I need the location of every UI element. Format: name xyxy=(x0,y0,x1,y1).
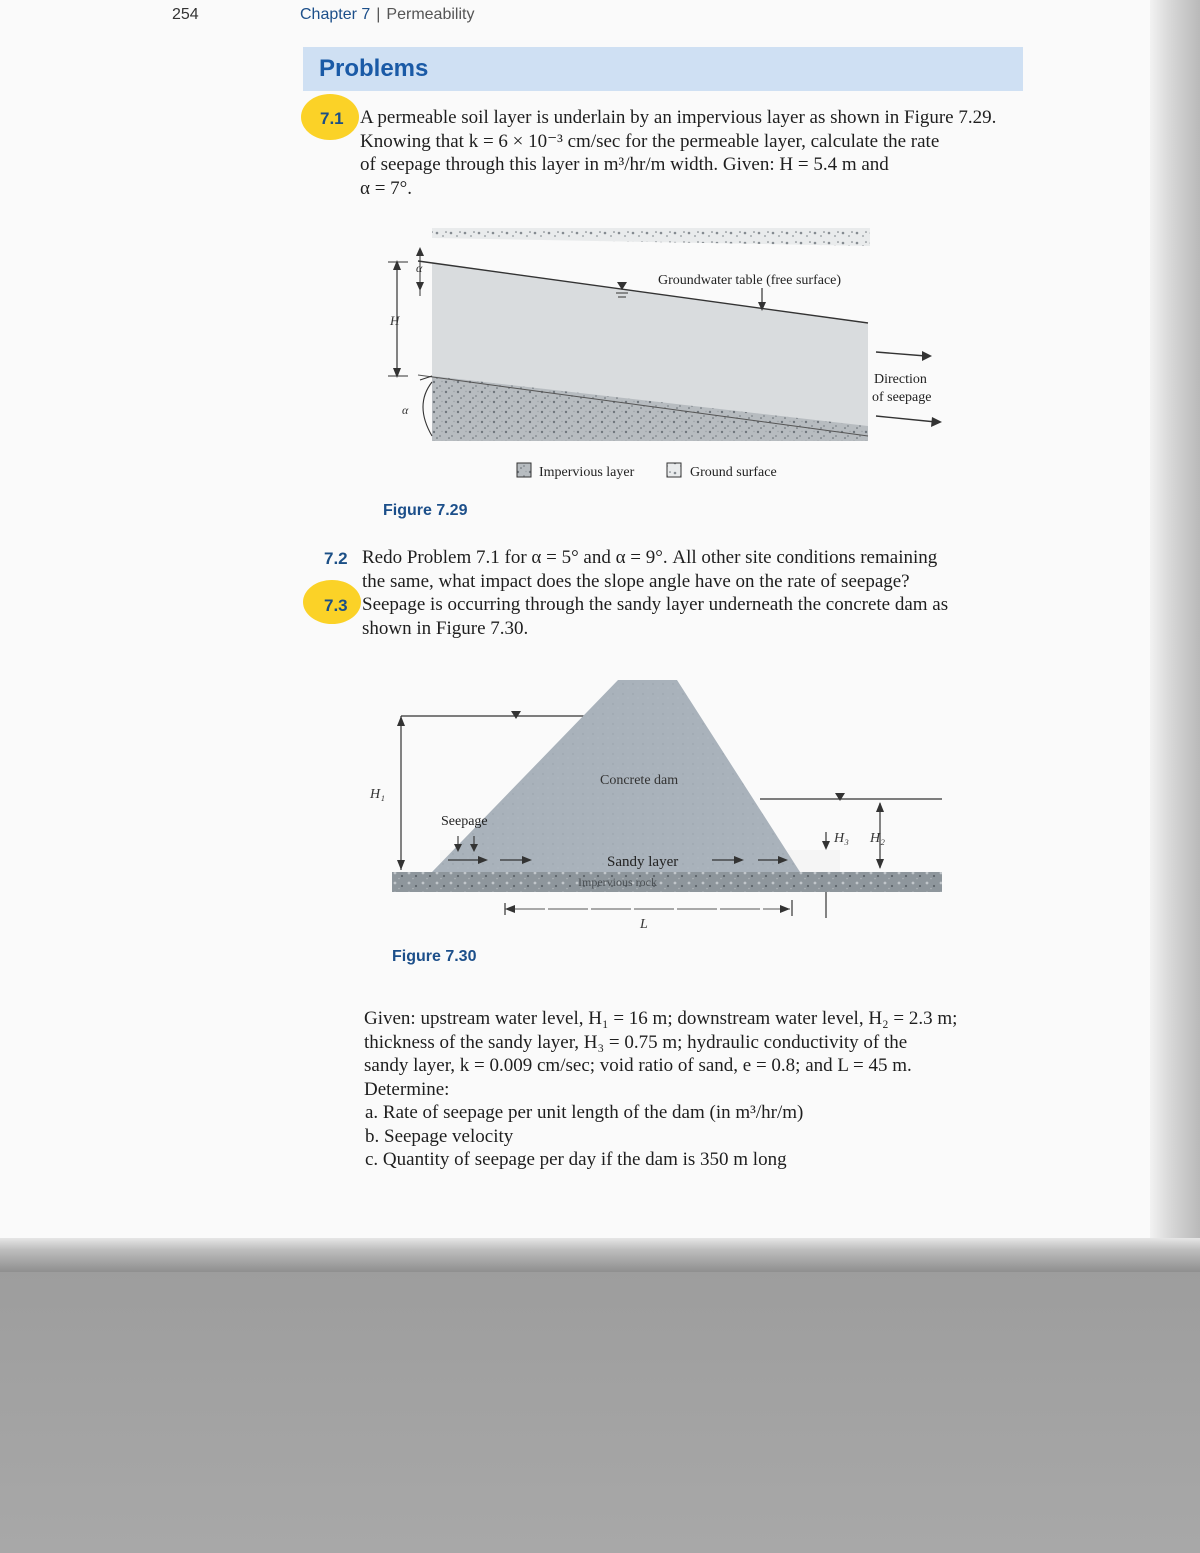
legend-impervious-label: Impervious layer xyxy=(539,465,635,480)
arrow-head-icon xyxy=(876,859,884,869)
rock-label: Impervious rock xyxy=(578,875,657,889)
water-level-icon xyxy=(511,711,521,719)
text-line: Redo Problem 7.1 for α = 5° and α = 9°. All other site conditions remaining xyxy=(362,547,938,568)
arrow-head-icon xyxy=(931,417,942,427)
list-item: c. Quantity of seepage per day if the dam is 350 m long xyxy=(365,1149,787,1170)
text-line: thickness of the sandy layer, H₃ = 0.75 m; hydraulic conductivity of the xyxy=(364,1031,908,1053)
legend-ground-label: Ground surface xyxy=(690,465,777,480)
text-line: Given: upstream water level, H₁ = 16 m; downstream water level, H₂ = 2.3 m; xyxy=(364,1008,958,1029)
page-edge-shadow xyxy=(1150,0,1200,1260)
problem-7-3-text xyxy=(362,593,1026,640)
seepage-label: Seepage xyxy=(441,814,488,829)
page-bottom-shadow xyxy=(0,1238,1200,1272)
problem-number-7-3: 7.3 xyxy=(324,596,348,615)
page-number: 254 xyxy=(172,6,199,23)
problem-number-7-1: 7.1 xyxy=(320,109,344,128)
chapter-label: Chapter 7 xyxy=(300,6,371,23)
direction-label: Direction xyxy=(874,372,927,387)
alpha-arc xyxy=(423,382,432,436)
dam-label: Concrete dam xyxy=(600,773,679,788)
alpha-label-top: α xyxy=(416,261,423,275)
text-line: α = 7°. xyxy=(360,177,413,199)
arrow-head-icon xyxy=(505,905,515,913)
text-line: Determine: xyxy=(364,1078,450,1100)
sandy-layer-label: Sandy layer xyxy=(607,854,679,870)
running-head-divider: | xyxy=(376,6,381,23)
problem-number-7-2: 7.2 xyxy=(324,549,348,568)
ground-surface-strip xyxy=(432,228,870,246)
legend-swatch-impervious xyxy=(517,463,531,477)
seepage-arrow xyxy=(876,352,926,356)
figure-7-29-caption: Figure 7.29 xyxy=(383,502,468,519)
direction-label: of seepage xyxy=(872,390,932,405)
banner-title: Problems xyxy=(319,55,429,82)
water-level-icon xyxy=(835,793,845,801)
figure-7-29-diagram xyxy=(360,215,960,490)
arrow-head-icon xyxy=(416,247,424,256)
tick-line xyxy=(420,376,432,380)
seepage-arrow xyxy=(876,416,936,422)
text-line: Knowing that k = 6 × 10⁻³ cm/sec for the permeable layer, calculate the rate xyxy=(360,130,940,152)
legend-swatch-ground xyxy=(667,463,681,477)
arrow-head-icon xyxy=(416,282,424,291)
arrow-head-icon xyxy=(780,905,790,913)
problem-7-1-text xyxy=(360,106,1024,200)
text-line: A permeable soil layer is underlain by an impervious layer as shown in Figure 7.29. xyxy=(360,107,997,128)
h3-label: H₃ xyxy=(834,831,849,846)
impervious-rock xyxy=(392,872,942,892)
problem-7-3-given xyxy=(364,1007,1028,1101)
alpha-label-bottom: α xyxy=(402,403,409,417)
text-line: shown in Figure 7.30. xyxy=(362,617,529,639)
arrow-head-icon xyxy=(876,802,884,812)
arrow-head-icon xyxy=(397,716,405,726)
list-item: a. Rate of seepage per unit length of the dam (in m³/hr/m) xyxy=(365,1102,804,1123)
figure-7-30-caption: Figure 7.30 xyxy=(392,948,477,965)
l-label: L xyxy=(640,917,648,932)
text-line: the same, what impact does the slope angle have on the rate of seepage? xyxy=(362,570,910,592)
running-head xyxy=(300,6,474,24)
section-label: Permeability xyxy=(386,6,475,23)
h2-label: H₂ xyxy=(870,831,885,846)
problem-7-2-text xyxy=(362,546,1026,593)
arrow-head-icon xyxy=(822,841,830,850)
text-line: sandy layer, k = 0.009 cm/sec; void ratio of sand, e = 0.8; and L = 45 m. xyxy=(364,1055,912,1076)
list-item: b. Seepage velocity xyxy=(365,1125,514,1147)
text-line: of seepage through this layer in m³/hr/m width. Given: H = 5.4 m and xyxy=(360,154,889,175)
text-line: Seepage is occurring through the sandy layer underneath the concrete dam as xyxy=(362,594,949,615)
arrow-head-icon xyxy=(397,860,405,870)
h-label: H xyxy=(390,313,400,328)
h1-label: H₁ xyxy=(370,787,385,802)
arrow-head-icon xyxy=(922,351,932,361)
problems-banner xyxy=(303,47,1023,91)
groundwater-label: Groundwater table (free surface) xyxy=(658,273,842,288)
problem-7-3-parts xyxy=(365,1101,1029,1172)
figure-7-30-diagram xyxy=(360,670,960,940)
